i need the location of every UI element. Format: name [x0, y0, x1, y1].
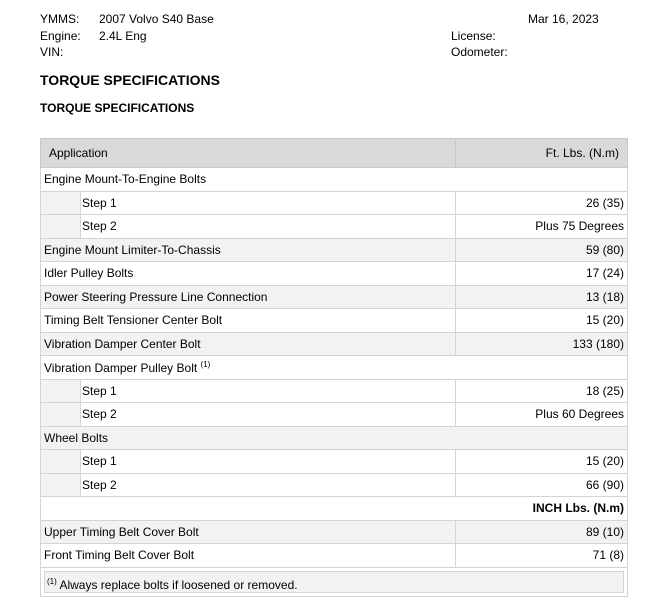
row-value: 17 (24): [456, 262, 628, 286]
table-row: [41, 285, 628, 309]
footnote-text: Always replace bolts if loosened or removed.: [59, 577, 298, 592]
row-value: 13 (18): [456, 285, 628, 309]
table-row: [41, 356, 628, 380]
table-row: [41, 379, 628, 403]
row-application: Vibration Damper Center Bolt: [41, 332, 456, 356]
row-application: Wheel Bolts: [41, 426, 628, 450]
row-application: Idler Pulley Bolts: [41, 262, 456, 286]
table-row: [41, 191, 628, 215]
row-value: 15 (20): [456, 450, 628, 474]
row-application-cell: [41, 356, 628, 380]
column-header-units: Ft. Lbs. (N.m): [456, 139, 628, 168]
row-application: Engine Mount-To-Engine Bolts: [41, 168, 628, 192]
row-value: Plus 60 Degrees: [456, 403, 628, 427]
footnote-ref: (1): [200, 359, 211, 369]
row-application: Engine Mount Limiter-To-Chassis: [41, 238, 456, 262]
torque-spec-table: [40, 138, 628, 597]
row-value: 15 (20): [456, 309, 628, 333]
vin-label: VIN:: [40, 45, 64, 59]
row-application: Vibration Damper Pulley Bolt: [44, 360, 198, 375]
row-step: Step 2: [81, 403, 456, 427]
units-subheader-row: [41, 497, 628, 521]
row-value: 18 (25): [456, 379, 628, 403]
table-row: [41, 403, 628, 427]
row-application: Timing Belt Tensioner Center Bolt: [41, 309, 456, 333]
row-value: Plus 75 Degrees: [456, 215, 628, 239]
row-application: Upper Timing Belt Cover Bolt: [41, 520, 456, 544]
inch-units-header: INCH Lbs. (N.m): [41, 497, 628, 521]
license-label: License:: [451, 29, 496, 43]
row-application: Front Timing Belt Cover Bolt: [41, 544, 456, 568]
table-row: [41, 520, 628, 544]
table-row: [41, 238, 628, 262]
row-application: Power Steering Pressure Line Connection: [41, 285, 456, 309]
table-header: [41, 139, 628, 168]
engine-value: 2.4L Eng: [99, 29, 147, 43]
row-value: 71 (8): [456, 544, 628, 568]
row-value: 26 (35): [456, 191, 628, 215]
table-row: [41, 215, 628, 239]
row-value: 133 (180): [456, 332, 628, 356]
page-title: TORQUE SPECIFICATIONS: [40, 72, 220, 88]
row-step: Step 2: [81, 473, 456, 497]
odometer-label: Odometer:: [451, 45, 508, 59]
table-row: [41, 168, 628, 192]
row-value: 89 (10): [456, 520, 628, 544]
row-step: Step 2: [81, 215, 456, 239]
ymms-label: YMMS:: [40, 12, 80, 26]
table-row: [41, 450, 628, 474]
table-row: [41, 309, 628, 333]
row-step: Step 1: [81, 450, 456, 474]
row-step: Step 1: [81, 191, 456, 215]
footnote-row: [41, 567, 628, 597]
section-title: TORQUE SPECIFICATIONS: [40, 101, 195, 115]
table-row: [41, 544, 628, 568]
row-step: Step 1: [81, 379, 456, 403]
engine-label: Engine:: [40, 29, 81, 43]
footnote-marker: (1): [47, 576, 57, 586]
report-date: Mar 16, 2023: [528, 12, 599, 26]
row-value: 59 (80): [456, 238, 628, 262]
table-row: [41, 473, 628, 497]
table-row: [41, 262, 628, 286]
table-row: [41, 426, 628, 450]
column-header-application: Application: [41, 139, 456, 168]
row-value: 66 (90): [456, 473, 628, 497]
footnote: [44, 571, 624, 593]
table-row: [41, 332, 628, 356]
ymms-value: 2007 Volvo S40 Base: [99, 12, 214, 26]
